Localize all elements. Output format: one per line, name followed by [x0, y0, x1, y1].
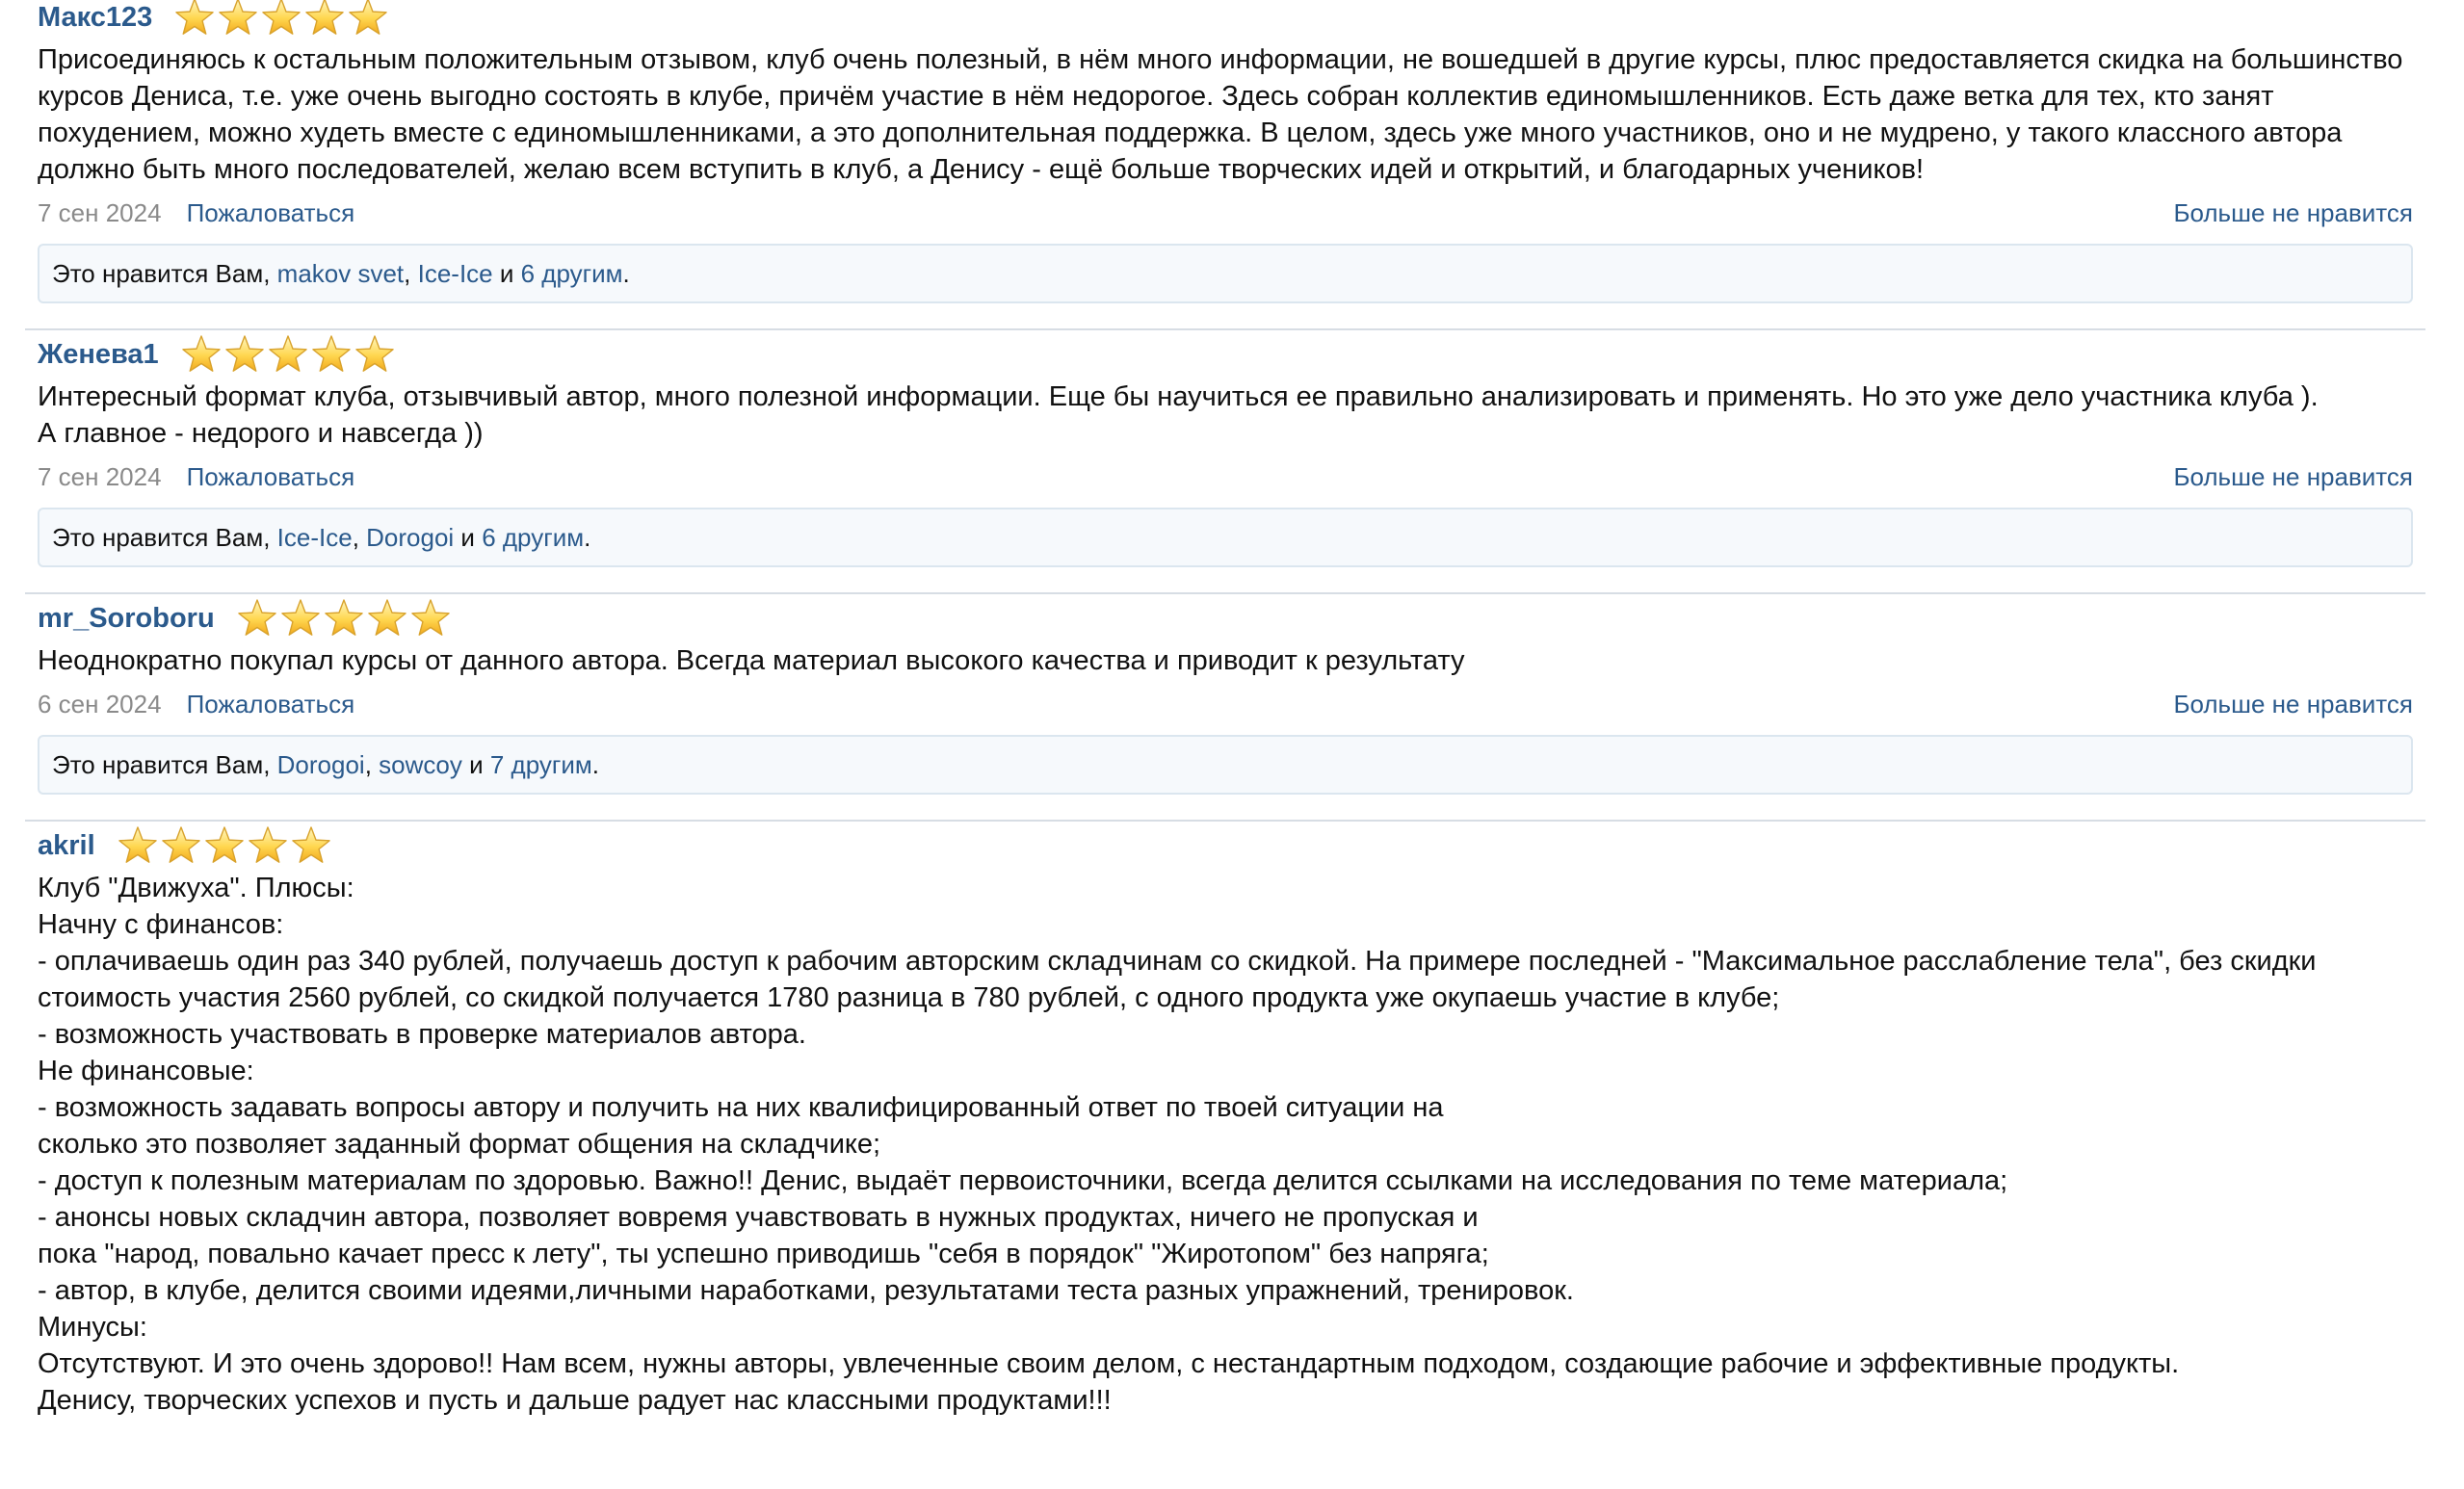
- review-text-line: - оплачиваешь один раз 340 рублей, получаешь доступ к рабочим авторским складчинам со скидкой. На примере последней - "Максимальное расслабление тела", без скидки стоимость участия 2560 рублей, со скидкой получается 1780 разница в 780 рублей, с одного продукта уже окупаешь участие в клубе;: [38, 946, 2317, 1013]
- likes-separator: ,: [404, 258, 418, 288]
- star-icon: [366, 597, 408, 640]
- review-text-line: - автор, в клубе, делится своими идеями,личными наработками, результатами теста разных упражнений, тренировок.: [38, 1275, 1574, 1306]
- star-icon: [409, 597, 452, 640]
- rating-stars: [236, 597, 453, 640]
- likes-others-link[interactable]: 7 другим: [489, 749, 592, 779]
- review-text-line: Денису, творческих успехов и пусть и дальше радует нас классными продуктами!!!: [38, 1385, 1112, 1416]
- likes-and: и: [461, 749, 490, 779]
- star-icon: [160, 824, 202, 867]
- author-link[interactable]: Женева1: [38, 338, 159, 370]
- liker-link[interactable]: Dorogoi: [276, 749, 365, 779]
- star-icon: [260, 0, 302, 39]
- star-icon: [203, 824, 246, 867]
- likes-others-link[interactable]: 6 другим: [482, 522, 585, 552]
- likes-prefix: Это нравится Вам,: [52, 258, 277, 288]
- review-text-line: Интересный формат клуба, отзывчивый автор, много полезной информации. Еще бы научиться ее правильно анализировать и применять. Но это уже дело участника клуба ).: [38, 381, 2319, 412]
- star-icon: [117, 824, 159, 867]
- review-item: [25, 330, 2425, 594]
- star-icon: [217, 0, 259, 39]
- liker-link[interactable]: makov svet: [276, 258, 405, 288]
- likes-and: и: [492, 258, 521, 288]
- review-text: [38, 41, 2417, 188]
- report-link[interactable]: Пожаловаться: [186, 461, 355, 491]
- review-text: [38, 870, 2417, 1419]
- likes-bar: [38, 244, 2413, 303]
- review-text-line: Минусы:: [38, 1312, 147, 1343]
- review-meta: [25, 459, 2413, 494]
- likes-end: .: [591, 749, 599, 779]
- report-link[interactable]: Пожаловаться: [186, 197, 355, 227]
- star-icon: [267, 333, 309, 376]
- review-text-line: А главное - недорого и навсегда )): [38, 418, 484, 449]
- liker-link[interactable]: Dorogoi: [366, 522, 455, 552]
- author-link[interactable]: Макс123: [38, 1, 153, 33]
- review-text-line: - доступ к полезным материалам по здоровью. Важно!! Денис, выдаёт первоисточники, всегда делится ссылками на исследования по теме материала;: [38, 1165, 2008, 1196]
- star-icon: [323, 597, 365, 640]
- rating-stars: [180, 333, 397, 376]
- likes-prefix: Это нравится Вам,: [52, 749, 277, 779]
- star-icon: [354, 333, 396, 376]
- likes-separator: ,: [364, 749, 380, 779]
- likes-and: и: [454, 522, 483, 552]
- author-link[interactable]: mr_Soroboru: [38, 602, 215, 634]
- author-link[interactable]: akril: [38, 829, 95, 861]
- rating-stars: [117, 824, 333, 867]
- likes-prefix: Это нравится Вам,: [52, 522, 277, 552]
- review-date: 6 сен 2024: [38, 689, 162, 718]
- star-icon: [310, 333, 353, 376]
- review-text-line: - возможность участвовать в проверке материалов автора.: [38, 1019, 806, 1050]
- review-text-line: Неоднократно покупал курсы от данного автора. Всегда материал высокого качества и приводит к результату: [38, 645, 1465, 676]
- star-icon: [303, 0, 346, 39]
- report-link[interactable]: Пожаловаться: [186, 689, 355, 718]
- review-text-line: пока "народ, повально качает пресс к лету", ты успешно приводишь "себя в порядок" "Жиротопом" без напряга;: [38, 1239, 1489, 1269]
- likes-others-link[interactable]: 6 другим: [520, 258, 623, 288]
- star-icon: [347, 0, 389, 39]
- liker-link[interactable]: Ice-Ice: [417, 258, 493, 288]
- star-icon: [236, 597, 278, 640]
- likes-separator: ,: [352, 522, 367, 552]
- review-header: [25, 594, 2425, 642]
- rating-stars: [173, 0, 390, 39]
- review-text-line: Начну с финансов:: [38, 909, 284, 940]
- review-header: [25, 0, 2425, 41]
- review-text: [38, 642, 2417, 679]
- star-icon: [279, 597, 322, 640]
- review-item: [25, 0, 2425, 330]
- review-text-line: - анонсы новых складчин автора, позволяет вовремя учавствовать в нужных продуктах, ничего не пропуская и: [38, 1202, 1479, 1233]
- review-text-line: Клуб "Движуха". Плюсы:: [38, 873, 354, 903]
- unlike-link[interactable]: Больше не нравится: [2173, 461, 2413, 491]
- review-text-line: - возможность задавать вопросы автору и получить на них квалифицированный ответ по твоей ситуации на: [38, 1092, 1444, 1123]
- liker-link[interactable]: Ice-Ice: [276, 522, 353, 552]
- star-icon: [247, 824, 289, 867]
- review-text: [38, 379, 2417, 452]
- review-text-line: Отсутствуют. И это очень здорово!! Нам всем, нужны авторы, увлеченные своим делом, с нестандартным подходом, создающие рабочие и эффективные продукты.: [38, 1348, 2180, 1379]
- star-icon: [290, 824, 332, 867]
- liker-link[interactable]: sowcoy: [379, 749, 462, 779]
- review-item: [25, 822, 2425, 1419]
- review-item: [25, 594, 2425, 822]
- star-icon: [223, 333, 266, 376]
- likes-end: .: [584, 522, 591, 552]
- review-meta: [25, 687, 2413, 721]
- review-text-line: Присоединяюсь к остальным положительным отзывом, клуб очень полезный, в нём много информации, не вошедшей в другие курсы, плюс предоставляется скидка на большинство курсов Дениса, т.е. уже очень выгодно состоять в клубе, причём участие в нём недорогое. Здесь собран коллектив единомышленников. Есть даже ветка для тех, кто занят похудением, можно худеть вместе с единомышленниками, а это дополнительная поддержка. В целом, здесь уже много участников, оно и не мудрено, у такого классного автора должно быть много последователей, желаю всем вступить в клуб, а Денису - ещё больше творческих идей и открытий, и благодарных учеников!: [38, 44, 2403, 185]
- unlike-link[interactable]: Больше не нравится: [2173, 197, 2413, 227]
- likes-bar: [38, 735, 2413, 795]
- review-meta: [25, 196, 2413, 230]
- review-date: 7 сен 2024: [38, 197, 162, 227]
- review-header: [25, 822, 2425, 870]
- review-date: 7 сен 2024: [38, 461, 162, 491]
- unlike-link[interactable]: Больше не нравится: [2173, 689, 2413, 718]
- review-header: [25, 330, 2425, 379]
- likes-end: .: [622, 258, 630, 288]
- star-icon: [180, 333, 223, 376]
- star-icon: [173, 0, 216, 39]
- review-text-line: Не финансовые:: [38, 1056, 254, 1086]
- review-text-line: сколько это позволяет заданный формат общения на складчике;: [38, 1129, 881, 1160]
- likes-bar: [38, 508, 2413, 567]
